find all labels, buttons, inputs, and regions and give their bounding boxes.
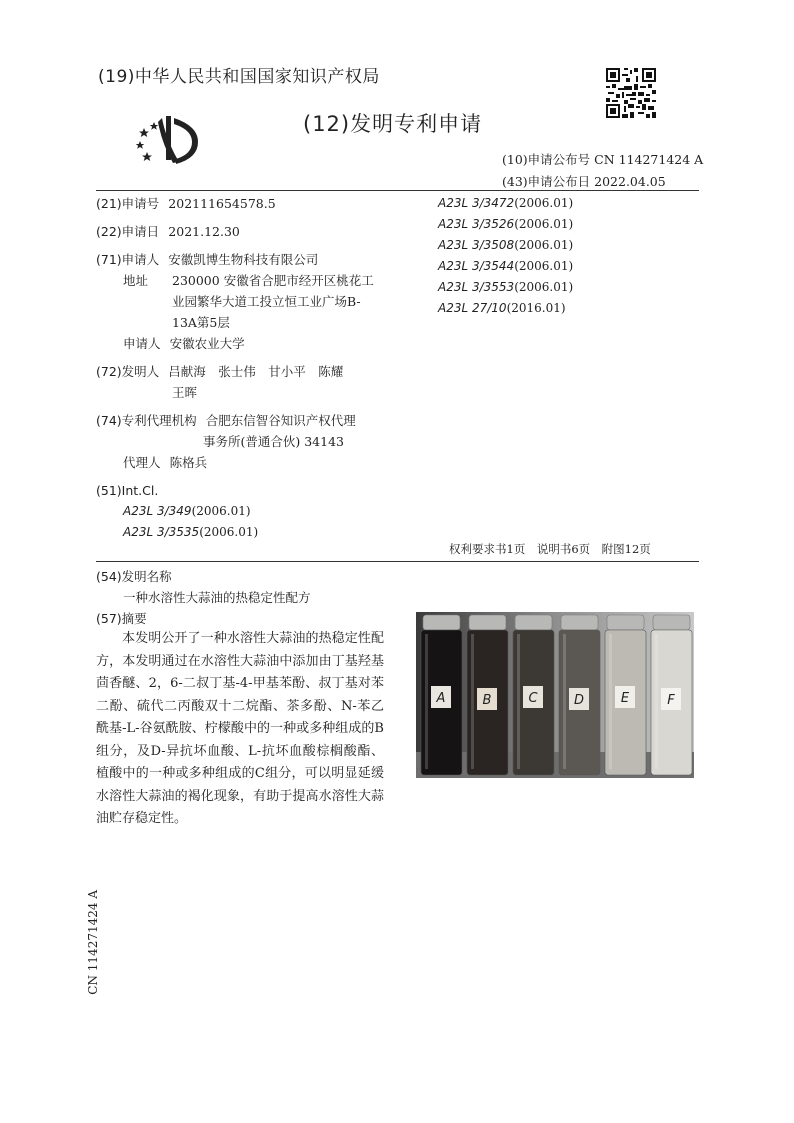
bottle-label: A — [436, 691, 446, 706]
side-publication-number: CN 114271424 A — [86, 890, 100, 995]
address-line: 13A第5层 — [172, 315, 230, 330]
classification-version: (2006.01) — [514, 259, 574, 273]
sample-bottle — [605, 615, 646, 775]
sample-bottle — [513, 615, 554, 775]
invention-title: 一种水溶性大蒜油的热稳定性配方 — [123, 590, 311, 605]
int-cl-item — [123, 522, 258, 543]
classification-version: (2006.01) — [191, 504, 251, 518]
inventor-names-cont: 王晖 — [172, 385, 198, 400]
office-name: (19)中华人民共和国国家知识产权局 — [98, 67, 380, 87]
bottle-cap — [653, 615, 690, 630]
classification-item — [438, 214, 573, 235]
top-divider — [96, 190, 699, 191]
applicant-row — [96, 249, 318, 271]
inventor-row — [96, 361, 343, 383]
classification-version: (2006.01) — [514, 280, 574, 294]
bottle-label: F — [667, 693, 675, 708]
agency-name-cont: 事务所(普通合伙) 34143 — [203, 434, 344, 449]
classification-item — [438, 193, 573, 214]
classification-version: (2006.01) — [514, 196, 574, 210]
second-applicant-label: 申请人 — [123, 336, 161, 351]
classification-code: A23L 3/349 — [123, 504, 192, 518]
cnipa-logo-icon — [132, 108, 206, 168]
bottle-cap — [515, 615, 552, 630]
invention-title-label: (54)发明名称 — [96, 569, 172, 584]
inventor-names: 吕献海 张士伟 甘小平 陈耀 — [168, 364, 344, 379]
application-number: 202111654578.5 — [168, 196, 276, 211]
abstract-text: 本发明公开了一种水溶性大蒜油的热稳定性配方，本发明通过在水溶性大蒜油中添加由丁基羟基茴香醚、2，6-二叔丁基-4-甲基苯酚、叔丁基对苯二酚、硫代二丙酸双十二烷酯、茶多酚、N-苯乙酰基-L-谷氨酰胺、柠檬酸中的一种或多种组成的B组分，及D-异抗坏血酸、L-抗坏血酸棕榈酸酯、植酸中的一种或多种组成的C组分，可以明显延缓水溶性大蒜油的褐化现象，有助于提高水溶性大蒜油贮存稳定性。 — [96, 631, 384, 826]
agency-row — [96, 410, 356, 432]
agent-name: 陈格兵 — [169, 455, 208, 470]
bottle-cap — [469, 615, 506, 630]
address-line: 230000 安徽省合肥市经开区桃花工 — [172, 273, 374, 288]
application-date: 2021.12.30 — [168, 224, 240, 239]
application-number-label: (21)申请号 — [96, 196, 160, 211]
sample-bottle — [421, 615, 462, 775]
agency-label: (74)专利代理机构 — [96, 413, 197, 428]
bottom-divider — [96, 561, 699, 562]
bottle-highlight — [517, 634, 520, 769]
classification-item — [438, 256, 573, 277]
classification-version: (2006.01) — [199, 525, 259, 539]
bottle-highlight — [425, 634, 428, 769]
sample-bottle — [467, 615, 508, 775]
second-applicant-name: 安徽农业大学 — [169, 336, 245, 351]
bottle-cap — [607, 615, 644, 630]
classification-code: A23L 3/3544 — [438, 259, 515, 273]
address-line: 业园繁华大道工投立恒工业广场B- — [172, 294, 361, 309]
sample-bottle — [651, 615, 692, 775]
page-counts: 权利要求书1页 说明书6页 附图12页 — [449, 542, 651, 556]
bottle-highlight — [609, 634, 612, 769]
address-label: 地址 — [123, 273, 149, 288]
bottle-label: C — [528, 691, 538, 706]
applicant-label: (71)申请人 — [96, 252, 160, 267]
agency-name: 合肥东信智谷知识产权代理 — [205, 413, 356, 428]
second-applicant-row — [123, 333, 245, 355]
classification-code: A23L 3/3526 — [438, 217, 515, 231]
classification-version: (2006.01) — [514, 217, 574, 231]
classification-code: A23L 3/3508 — [438, 238, 515, 252]
abstract-figure — [416, 612, 694, 778]
bottle-cap — [423, 615, 460, 630]
publication-number: (10)申请公布号 CN 114271424 A — [502, 152, 704, 167]
application-number-row — [96, 193, 276, 215]
agent-label: 代理人 — [123, 455, 161, 470]
abstract-label: (57)摘要 — [96, 611, 147, 626]
classification-code: A23L 27/10 — [438, 301, 507, 315]
classification-code: A23L 3/3535 — [123, 525, 200, 539]
bottle-label: E — [620, 691, 630, 706]
agent-row — [123, 452, 207, 474]
qr-code-icon — [606, 68, 656, 118]
int-cl-item — [123, 501, 251, 522]
bottle-cap — [561, 615, 598, 630]
sample-bottle — [559, 615, 600, 775]
int-cl-label: (51)Int.Cl. — [96, 483, 159, 498]
bottle-highlight — [471, 634, 474, 769]
bottle-highlight — [563, 634, 566, 769]
classification-version: (2006.01) — [514, 238, 574, 252]
bottle-highlight — [655, 634, 658, 769]
bottle-label: D — [573, 693, 585, 708]
application-date-row — [96, 221, 240, 243]
classification-version: (2016.01) — [506, 301, 566, 315]
classification-item — [438, 277, 573, 298]
applicant-name: 安徽凯博生物科技有限公司 — [168, 252, 319, 267]
application-date-label: (22)申请日 — [96, 224, 160, 239]
document-type: (12)发明专利申请 — [303, 112, 483, 136]
inventor-label: (72)发明人 — [96, 364, 160, 379]
classification-code: A23L 3/3472 — [438, 196, 515, 210]
classification-code: A23L 3/3553 — [438, 280, 515, 294]
classification-item — [438, 235, 573, 256]
publication-date: (43)申请公布日 2022.04.05 — [502, 174, 666, 189]
bottle-label: B — [482, 693, 492, 708]
classification-item — [438, 298, 566, 319]
